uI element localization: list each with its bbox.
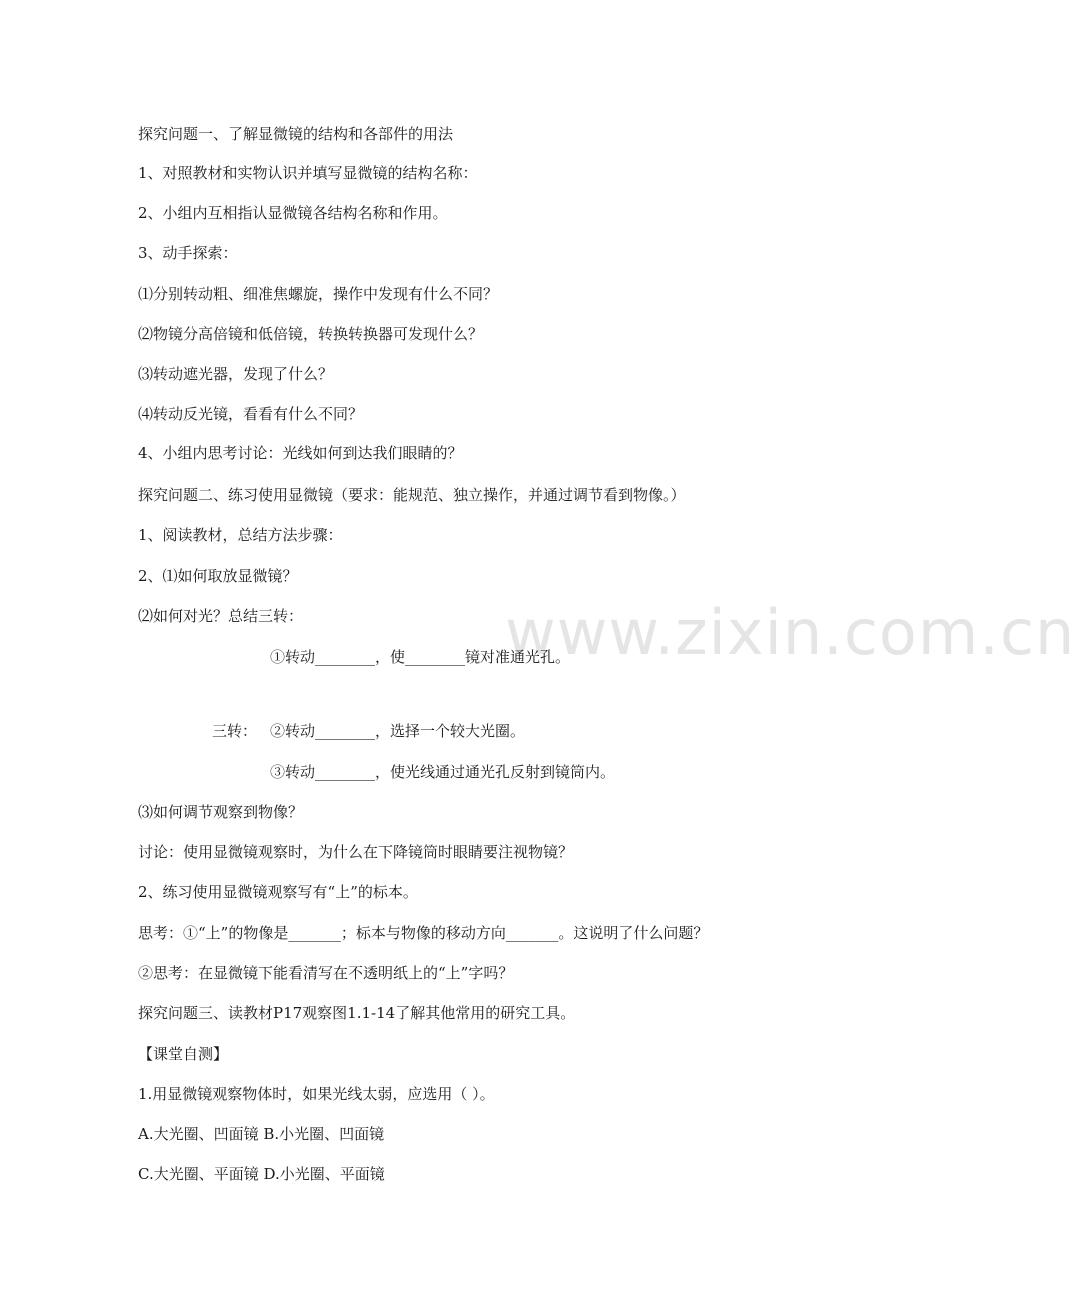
observe-image-question: ⑶如何调节观察到物像？: [138, 803, 304, 821]
read-textbook-text: 1、阅读教材，总结方法步骤：: [138, 526, 343, 544]
self-test-heading: 【课堂自测】: [138, 1045, 229, 1063]
light-adjust-question: ⑵如何对光？总结三转：: [138, 607, 304, 625]
step-2-text: 2、小组内互相指认显微镜各结构名称和作用。: [138, 204, 448, 222]
step-1-text: 1、对照教材和实物认识并填写显微镜的结构名称：: [138, 164, 478, 182]
watermark: www.zixin.com.cn: [505, 596, 1075, 669]
section-three-heading: 探究问题三、读教材P17观察图1.1-14了解其他常用的研究工具。: [138, 1004, 576, 1022]
discussion-text: 讨论：使用显微镜观察时，为什么在下降镜筒时眼睛要注视物镜？: [138, 843, 574, 861]
explore-item-3: ⑶转动遮光器，发现了什么？: [138, 365, 334, 383]
three-turns-item-3: ③转动________，使光线通过通光孔反射到镜筒内。: [270, 763, 616, 781]
three-turns-item-2: ②转动________，选择一个较大光圈。: [270, 722, 526, 740]
options-a-b: A.大光圈、凹面镜 B.小光圈、凹面镜: [138, 1125, 385, 1143]
think-question-2: ②思考：在显微镜下能看清写在不透明纸上的“上”字吗？: [138, 964, 514, 982]
practice-specimen-text: 2、练习使用显微镜观察写有“上”的标本。: [138, 883, 418, 901]
explore-item-2: ⑵物镜分高倍镜和低倍镜，转换转换器可发现什么？: [138, 325, 484, 343]
section-one-heading: 探究问题一、了解显微镜的结构和各部件的用法: [138, 125, 454, 143]
step-4-text: 4、小组内思考讨论：光线如何到达我们眼睛的？: [138, 444, 463, 462]
three-turns-label: 三转：: [212, 722, 258, 740]
options-c-d: C.大光圈、平面镜 D.小光圈、平面镜: [138, 1165, 385, 1183]
explore-item-1: ⑴分别转动粗、细准焦螺旋，操作中发现有什么不同？: [138, 285, 499, 303]
take-microscope-question: 2、⑴如何取放显微镜？: [138, 567, 298, 585]
explore-item-4: ⑷转动反光镜，看看有什么不同？: [138, 405, 364, 423]
section-two-heading: 探究问题二、练习使用显微镜（要求：能规范、独立操作，并通过调节看到物像。）: [138, 486, 686, 504]
three-turns-item-1: ①转动________，使________镜对准通光孔。: [270, 648, 571, 666]
step-3-text: 3、动手探索：: [138, 244, 238, 262]
question-1-text: 1.用显微镜观察物体时，如果光线太弱，应选用（ ）。: [138, 1085, 495, 1103]
think-question-1: 思考：①“上”的物像是_______；标本与物像的移动方向_______。这说明了什么问题？: [138, 924, 709, 942]
